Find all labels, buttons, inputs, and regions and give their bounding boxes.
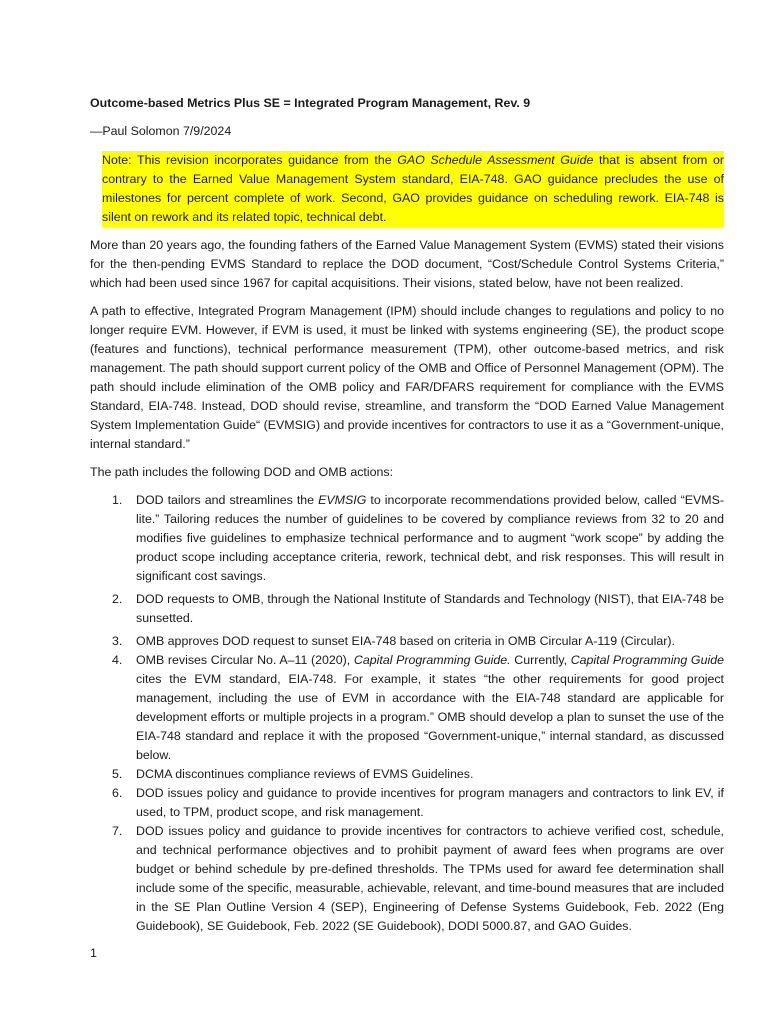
note-text-2: that is absent from or contrary to the Earned Value Management System standard, EIA-748. GAO guidance precludes the use of milestones for percent complete of work. Second, GAO provides guidance on scheduling rework. EIA-748 is silent on rework and its related topic, technical debt. bbox=[102, 153, 725, 224]
list-item: 2. DOD requests to OMB, through the National Institute of Standards and Technology (NIST), that EIA-748 be sunsetted. bbox=[112, 592, 724, 625]
actions-list bbox=[90, 491, 724, 936]
list-item: 6. DOD issues policy and guidance to provide incentives for program managers and contractors to link EV, if used, to TPM, product scope, and risk management. bbox=[112, 786, 724, 819]
list-item-number: 2. bbox=[112, 592, 123, 606]
note-text-1: Note: This revision incorporates guidance from the bbox=[102, 153, 398, 167]
list-item: 5. DCMA discontinues compliance reviews of EVMS Guidelines. bbox=[90, 765, 724, 784]
list-item-number: 1. bbox=[112, 493, 123, 507]
page-number: 1 bbox=[90, 946, 97, 960]
list-item-number: 7. bbox=[112, 824, 123, 838]
list-item-number: 5. bbox=[112, 767, 123, 781]
list-item: 3. OMB approves DOD request to sunset EIA-748 based on criteria in OMB Circular A-119 (Circular). bbox=[90, 632, 724, 651]
author-byline: —Paul Solomon 7/9/2024 bbox=[90, 124, 232, 138]
list-item-number: 4. bbox=[112, 653, 123, 667]
paragraph-intro: More than 20 years ago, the founding fathers of the Earned Value Management System (EVMS) stated their visions for the then-pending EVMS Standard to replace the DOD document, “Cost/Schedule Control Systems Criteria,” which had been used since 1967 for capital acquisitions. Their visions, stated below, have not been realized. bbox=[90, 238, 724, 290]
note-italic-title: GAO Schedule Assessment Guide bbox=[397, 153, 594, 167]
list-item: 4. OMB revises Circular No. A–11 (2020), Capital Programming Guide. Currently, Capital Programming Guide cites the EVM standard, EIA-748. For example, it states “the other requirements for good project management, including the use of EVM in accordance with the EIA-748 standard are applicable for development efforts or multiple projects in a program.” OMB should develop a plan to sunset the use of the EIA-748 standard and replace it with the proposed “Government-unique,” internal standard, as discussed below. bbox=[112, 653, 724, 762]
list-item-number: 3. bbox=[112, 634, 123, 648]
highlighted-revision-note bbox=[102, 151, 724, 227]
document-title: Outcome-based Metrics Plus SE = Integrated Program Management, Rev. 9 bbox=[90, 96, 531, 110]
list-item: 1. DOD tailors and streamlines the EVMSIG to incorporate recommendations provided below, called “EVMS-lite.” Tailoring reduces the number of guidelines to be covered by compliance reviews from 32 to 20 and modifies five guidelines to emphasize technical performance and to augment “work scope” by adding the product scope including acceptance criteria, rework, technical debt, and risk responses. This will result in significant cost savings. bbox=[112, 493, 724, 583]
list-item: 7. DOD issues policy and guidance to provide incentives for contractors to achieve verified cost, schedule, and technical performance objectives and to prohibit payment of award fees when programs are over budget or behind schedule by pre-defined thresholds. The TPMs used for award fee determination shall include some of the specific, measurable, achievable, relevant, and time-bound measures that are included in the SE Plan Outline Version 4 (SEP), Engineering of Defense Systems Guidebook, Feb. 2022 (Eng Guidebook), SE Guidebook, Feb. 2022 (SE Guidebook), DODI 5000.87, and GAO Guides. bbox=[112, 824, 724, 933]
paragraph-actions-lead: The path includes the following DOD and OMB actions: bbox=[90, 465, 394, 479]
list-item-number: 6. bbox=[112, 786, 123, 800]
paragraph-ipm-path: A path to effective, Integrated Program Management (IPM) should include changes to regulations and policy to no longer require EVM. However, if EVM is used, it must be linked with systems engineering (SE), the product scope (features and functions), technical performance measurement (TPM), other outcome-based metrics, and risk management. The path should support current policy of the OMB and Office of Personnel Management (OPM). The path should include elimination of the OMB policy and FAR/DFARS requirement for compliance with the EVMS Standard, EIA-748. Instead, DOD should revise, streamline, and transform the “DOD Earned Value Management System Implementation Guide“ (EVMSIG) and provide incentives for contractors to use it as a “Government-unique, internal standard.” bbox=[90, 304, 724, 451]
